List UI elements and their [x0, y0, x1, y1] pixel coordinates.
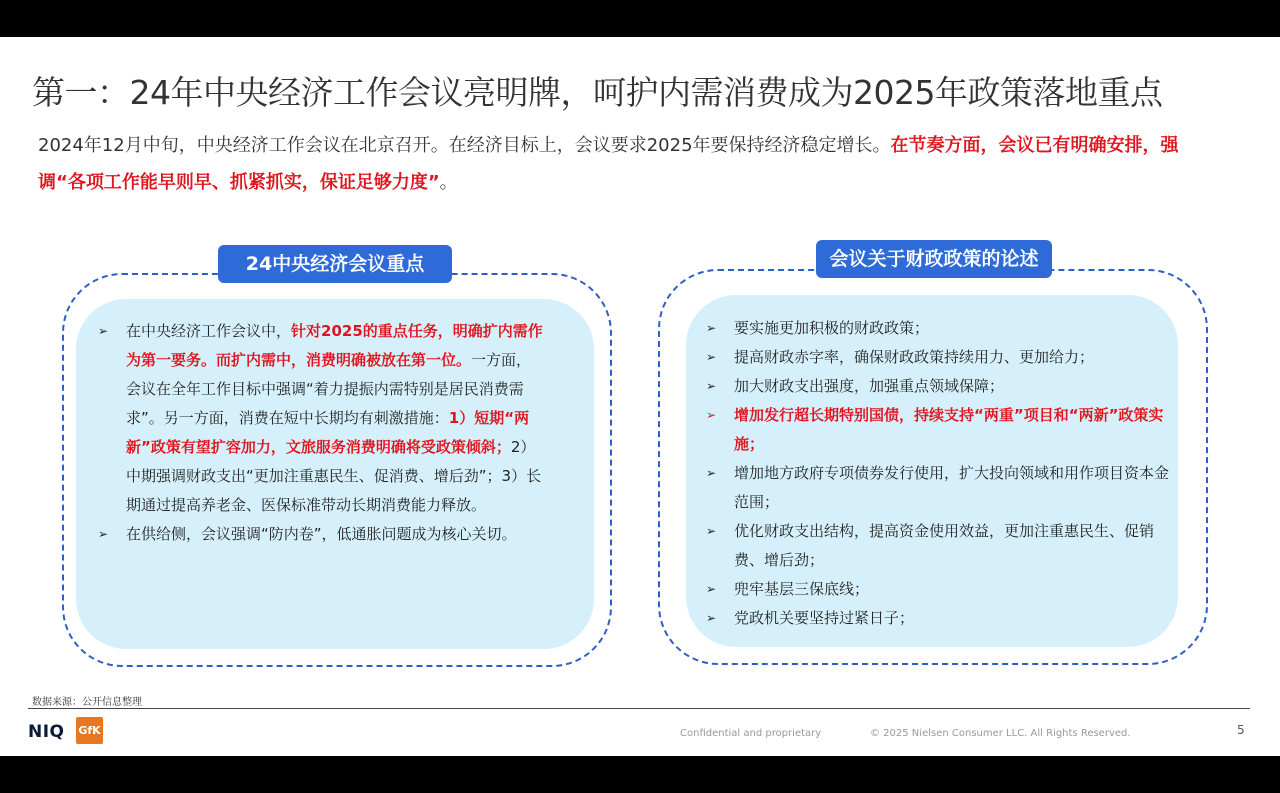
bullet-arrow-icon: ➢ [98, 527, 109, 541]
bullet-arrow-icon: ➢ [706, 611, 717, 625]
bullet-arrow-icon: ➢ [706, 582, 717, 596]
list-item [704, 343, 1170, 372]
list-item [96, 317, 546, 520]
intro-text: 2024年12月中旬，中央经济工作会议在北京召开。在经济目标上，会议要求2025年要保持经济稳定增长。 [38, 135, 891, 156]
page-title: 第一：24年中央经济工作会议亮明牌，呵护内需消费成为2025年政策落地重点 [32, 73, 1163, 112]
bullet-arrow-icon: ➢ [706, 408, 717, 422]
item-highlight: 增加发行超长期特别国债，持续支持“两重”项目和“两新”政策实施； [734, 406, 1164, 453]
bullet-arrow-icon: ➢ [706, 379, 717, 393]
list-item [704, 401, 1170, 459]
confidential-note: Confidential and proprietary [680, 728, 822, 739]
list-item [704, 517, 1170, 575]
bullet-arrow-icon: ➢ [98, 324, 109, 338]
footer-divider [28, 708, 1250, 709]
bullet-arrow-icon: ➢ [706, 524, 717, 538]
item-highlight: 针对2025的重点任务，明确扩内需作为第一要务。而扩内需中，消费明确被放在第一位。 [126, 322, 543, 369]
item-text: 优化财政支出结构，提高资金使用效益，更加注重惠民生、促销费、增后劲； [734, 522, 1155, 569]
intro-end: 。 [439, 172, 458, 193]
item-text: 兜牢基层三保底线； [734, 580, 870, 598]
right-panel-list [704, 314, 1170, 633]
list-item [704, 459, 1170, 517]
niq-logo: NIQ [28, 722, 65, 742]
data-source-note: 数据来源：公开信息整理 [32, 697, 142, 708]
bullet-arrow-icon: ➢ [706, 466, 717, 480]
list-item [704, 575, 1170, 604]
list-item [704, 372, 1170, 401]
left-panel-list [96, 317, 546, 549]
item-text: 一方面，会议在全年工作目标中强调“着力提振内需特别是居民消费需求”。另一方面，消费在短中长期均有刺激措施： [126, 351, 532, 427]
gfk-logo: GfK [76, 717, 103, 744]
intro-highlight: 在节奏方面，会议已有明确安排，强调“各项工作能早则早、抓紧抓实，保证足够力度” [38, 135, 1179, 193]
item-highlight: 1）短期“两新”政策有望扩容加力，文旅服务消费明确将受政策倾斜； [126, 409, 530, 456]
item-text: 增加地方政府专项债券发行使用，扩大投向领域和用作项目资本金范围； [734, 464, 1170, 511]
page-number: 5 [1237, 723, 1245, 737]
item-text: 在供给侧，会议强调“防内卷”，低通胀问题成为核心关切。 [126, 525, 517, 543]
list-item [96, 520, 546, 549]
item-text: 在中央经济工作会议中， [126, 322, 292, 340]
item-text: 提高财政赤字率，确保财政政策持续用力、更加给力； [734, 348, 1095, 366]
copyright-note: © 2025 Nielsen Consumer LLC. All Rights Reserved. [870, 728, 1131, 739]
intro-paragraph [38, 127, 1198, 201]
item-text: 加大财政支出强度，加强重点领域保障； [734, 377, 1005, 395]
bullet-arrow-icon: ➢ [706, 350, 717, 364]
list-item [704, 604, 1170, 633]
left-panel-title: 24中央经济会议重点 [218, 245, 452, 283]
item-text: 2）中期强调财政支出“更加注重惠民生、促消费、增后劲”；3）长期通过提高养老金、医保标准带动长期消费能力释放。 [126, 438, 542, 514]
right-panel-title: 会议关于财政政策的论述 [816, 240, 1052, 278]
list-item [704, 314, 1170, 343]
item-text: 党政机关要坚持过紧日子； [734, 609, 915, 627]
item-text: 要实施更加积极的财政政策； [734, 319, 930, 337]
bullet-arrow-icon: ➢ [706, 321, 717, 335]
slide [0, 37, 1280, 756]
